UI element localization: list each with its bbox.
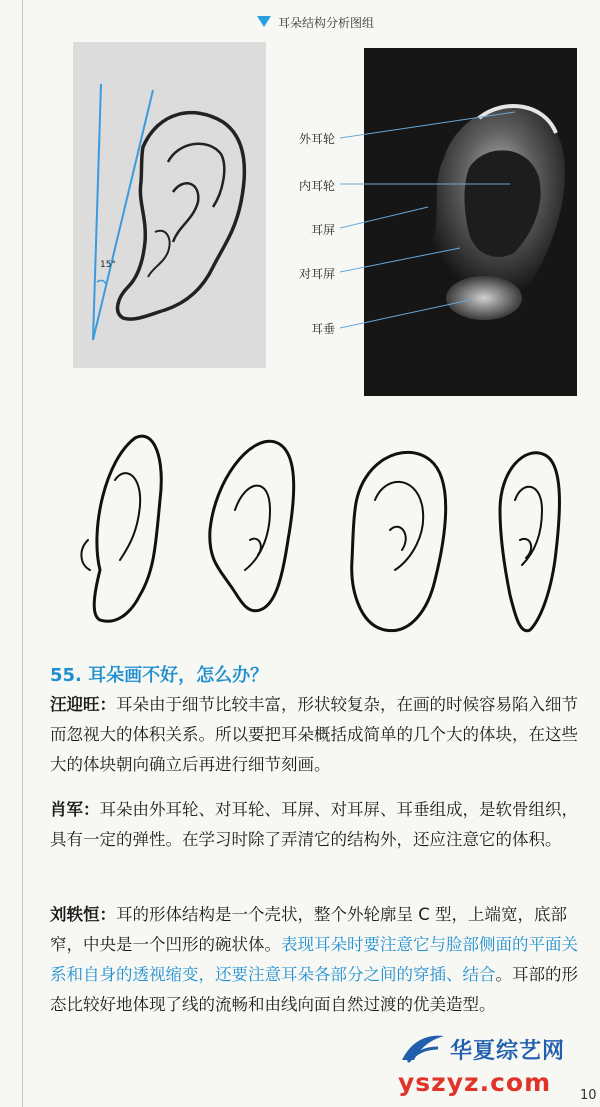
label-earlobe: 耳垂 — [311, 322, 336, 336]
answer-wang — [50, 690, 590, 780]
watermark-logo — [398, 1030, 588, 1070]
ear-sketch-row — [60, 420, 580, 650]
swoosh-logo-icon — [398, 1030, 448, 1066]
answer-author: 肖军： — [50, 800, 100, 819]
ear-sketches — [60, 420, 580, 650]
answer-author: 汪迎旺： — [50, 695, 116, 714]
ear-sketch-2 — [210, 441, 294, 611]
section-title: 耳朵结构分析图组 — [278, 16, 375, 30]
label-antitragus: 对耳屏 — [299, 267, 336, 281]
label-outer-helix: 外耳轮 — [299, 132, 336, 146]
question-title: 55. 耳朵画不好，怎么办？ — [50, 665, 269, 686]
page-number: 10 — [580, 1088, 597, 1103]
answer-liu — [50, 900, 590, 1020]
ear-sketch-1 — [94, 436, 161, 621]
answer-text: 耳的形体结构是一个壳状，整个外轮廓呈 C 型，上端宽，底部窄，中央是一个凹形的碗状体。 — [50, 905, 568, 954]
answer-text: 耳朵由于细节比较丰富，形状较复杂，在画的时候容易陷入细节而忽视大的体积关系。所以要把耳朵概括成简单的几个大的体块，在这些大的体块朝向确立后再进行细节刻画。 — [50, 695, 578, 774]
answer-text-end: 。耳部的形态比较好地体现了线的流畅和由线向面自然过渡的优美造型。 — [50, 965, 578, 1014]
watermark-logo-text: 华夏综艺网 — [450, 1038, 566, 1064]
answer-author: 刘轶恒： — [50, 905, 116, 924]
watermark-site: yszyz.com — [398, 1068, 552, 1097]
answer-highlight: 表现耳朵时要注意它与脸部侧面的平面关系和自身的透视缩变，还要注意耳朵各部分之间的穿插、结合 — [50, 935, 578, 984]
answer-text: 耳朵由外耳轮、对耳轮、耳屏、对耳屏、耳垂组成，是软骨组织，具有一定的弹性。在学习时除了弄清它的结构外，还应注意它的体积。 — [50, 800, 578, 849]
angle-label: 15° — [100, 260, 116, 270]
callout-lines — [0, 0, 600, 420]
label-tragus: 耳屏 — [311, 223, 336, 237]
label-inner-helix: 内耳轮 — [299, 179, 336, 193]
ear-sketch-3 — [352, 452, 446, 630]
answer-xiao — [50, 795, 590, 855]
